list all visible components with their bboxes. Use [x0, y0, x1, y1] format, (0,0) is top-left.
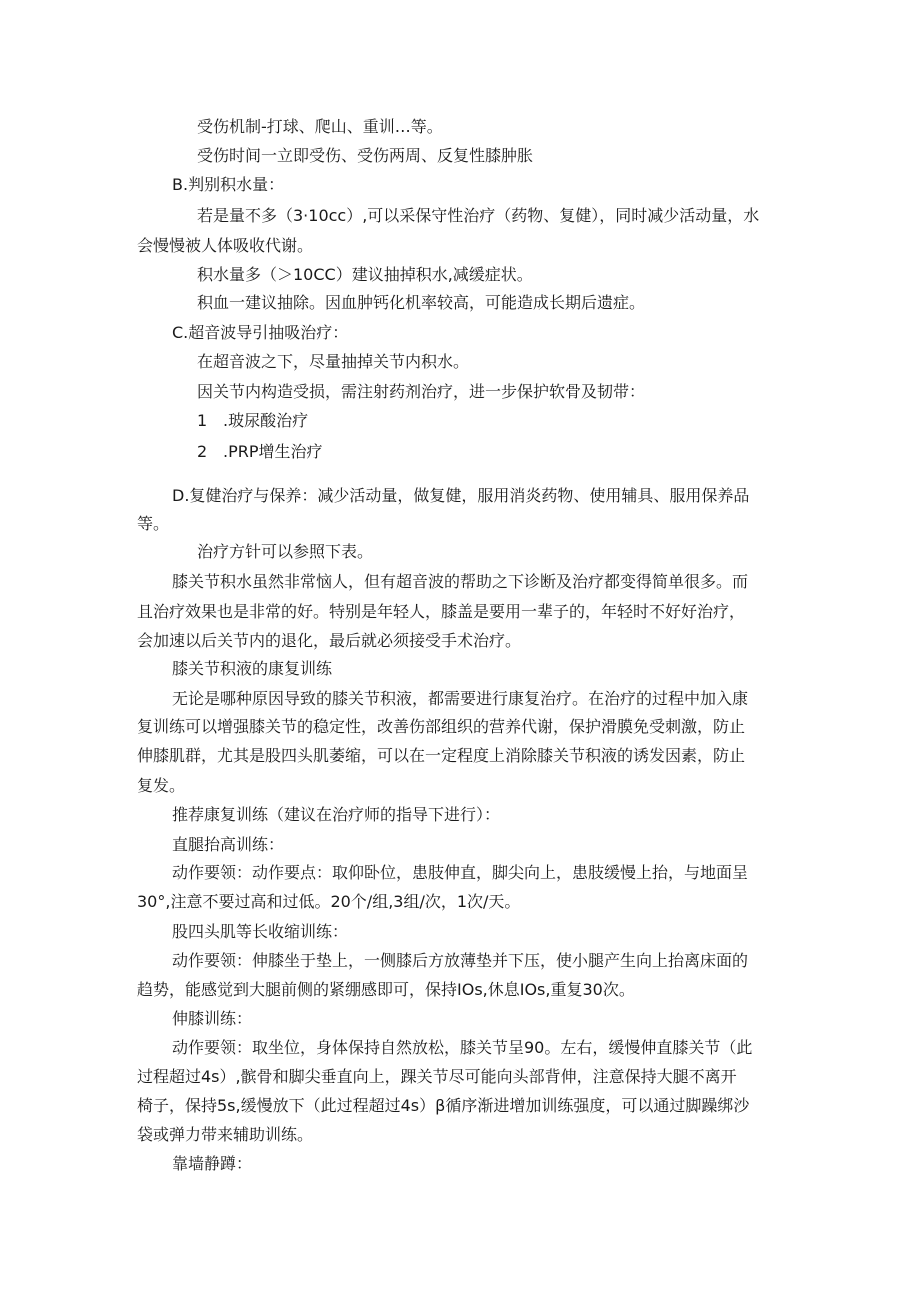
paragraph-line: 椅子，保持5s,缓慢放下（此过程超过4s）β循序渐进增加训练强度，可以通过脚躁绑沙	[137, 1096, 750, 1115]
paragraph-line: 且治疗效果也是非常的好。特别是年轻人，膝盖是要用一辈子的，年轻时不好好治疗，	[137, 602, 746, 621]
subsection-heading: 直腿抬高训练：	[172, 835, 285, 854]
paragraph-line: 等。	[137, 514, 170, 533]
paragraph-line: 因关节内构造受损，需注射药剂治疗，进一步保护软骨及韧带：	[197, 382, 646, 401]
list-item-text: .玻尿酸治疗	[223, 411, 309, 430]
section-heading-b: B.判别积水量：	[172, 175, 285, 194]
section-heading-c: C.超音波导引抽吸治疗：	[172, 323, 349, 342]
paragraph-line: 30°,注意不要过高和过低。20个/组,3组/次，1次/天。	[137, 892, 521, 911]
list-item-number: 2	[197, 442, 208, 461]
paragraph-line: 膝关节积水虽然非常恼人，但有超音波的帮助之下诊断及治疗都变得简单很多。而	[172, 572, 749, 591]
paragraph-line: 过程超过4s）,髌骨和脚尖垂直向上，踝关节尽可能向头部背伸，注意保持大腿不离开	[137, 1067, 737, 1086]
section-heading: 膝关节积液的康复训练	[172, 659, 333, 678]
paragraph-line: 推荐康复训练（建议在治疗师的指导下进行）：	[172, 805, 501, 824]
list-item-text: .PRP增生治疗	[223, 442, 323, 461]
paragraph-line: 趋势，能感觉到大腿前侧的紧绷感即可，保持IOs,休息IOs,重复30次。	[137, 980, 635, 999]
paragraph-line: 积血一建议抽除。因血肿钙化机率较高，可能造成长期后遗症。	[197, 293, 646, 312]
paragraph-line: 会加速以后关节内的退化，最后就必须接受手术治疗。	[137, 631, 522, 650]
paragraph-line: 在超音波之下，尽量抽掉关节内积水。	[197, 352, 470, 371]
paragraph-line: 受伤时间一立即受伤、受伤两周、反复性膝肿胀	[197, 146, 534, 165]
paragraph-line: 复训练可以增强膝关节的稳定性，改善伤部组织的营养代谢，保护滑膜免受刺激，防止	[137, 717, 746, 736]
paragraph-line: 袋或弹力带来辅助训练。	[137, 1125, 314, 1144]
paragraph-line: 伸膝肌群，尤其是股四头肌萎缩，可以在一定程度上消除膝关节积液的诱发因素，防止	[137, 746, 746, 765]
paragraph-line: 治疗方针可以参照下表。	[197, 542, 374, 561]
paragraph-line: 无论是哪种原因导致的膝关节积液，都需要进行康复治疗。在治疗的过程中加入康	[172, 689, 749, 708]
list-item	[197, 410, 308, 432]
section-heading-d: D.复健治疗与保养：减少活动量，做复健，服用消炎药物、使用辅具、服用保养品	[172, 486, 750, 505]
paragraph-line: 受伤机制-打球、爬山、重训…等。	[197, 117, 443, 136]
paragraph-line: 动作要领：取坐位，身体保持自然放松，膝关节呈90。左右，缓慢伸直膝关节（此	[172, 1038, 753, 1057]
subsection-heading: 伸膝训练：	[172, 1009, 253, 1028]
paragraph-line: 动作要领：伸膝坐于垫上，一侧膝后方放薄垫并下压，使小腿产生向上抬离床面的	[172, 951, 749, 970]
paragraph-line: 若是量不多（3·10cc）,可以采保守性治疗（药物、复健），同时减少活动量，水	[197, 206, 760, 225]
subsection-heading: 股四头肌等长收缩训练：	[172, 922, 349, 941]
paragraph-line: 动作要领：动作要点：取仰卧位，患肢伸直，脚尖向上，患肢缓慢上抬，与地面呈	[172, 863, 749, 882]
paragraph-line: 复发。	[137, 776, 186, 795]
paragraph-line: 积水量多（＞10CC）建议抽掉积水,减缓症状。	[197, 265, 533, 284]
list-item	[197, 441, 323, 463]
paragraph-line: 会慢慢被人体吸收代谢。	[137, 236, 314, 255]
list-item-number: 1	[197, 411, 208, 430]
subsection-heading: 靠墙静蹲：	[172, 1154, 253, 1173]
